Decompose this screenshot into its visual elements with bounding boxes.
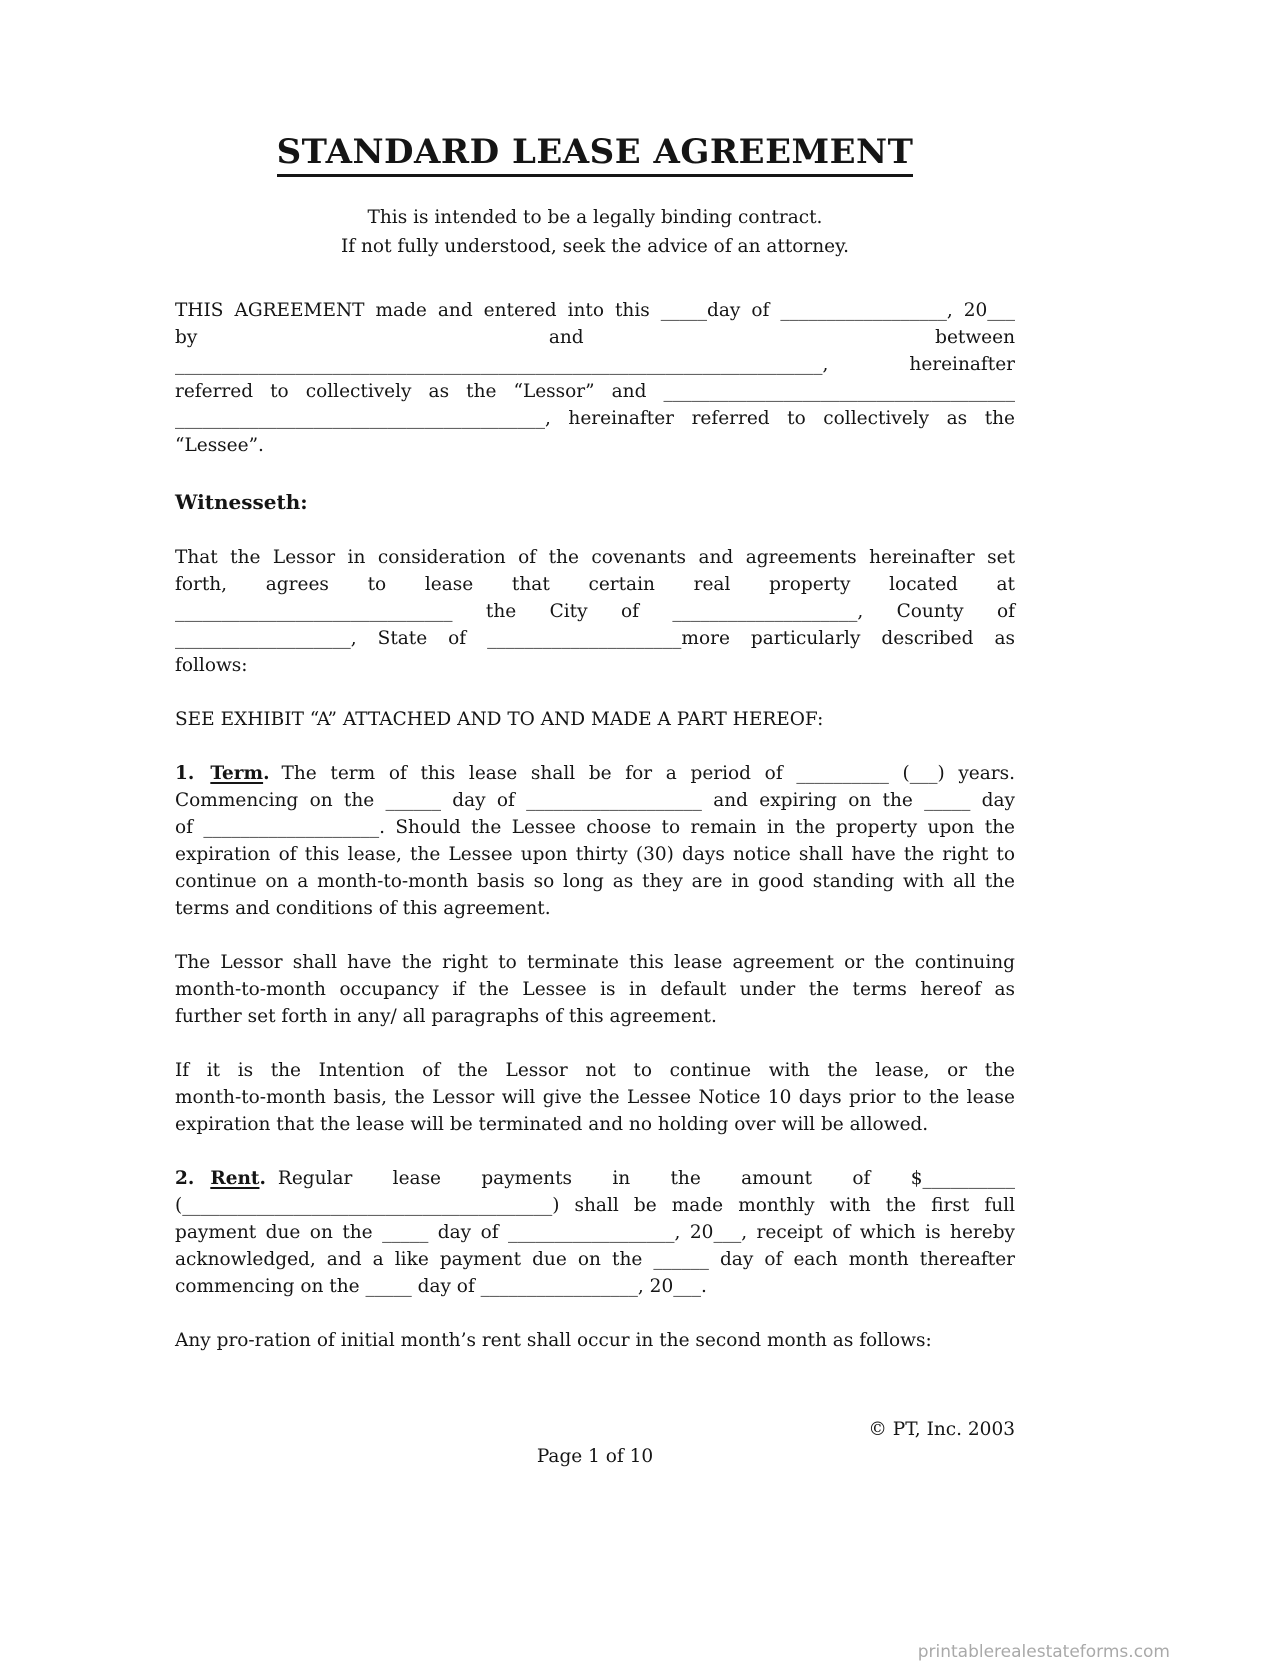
section-number: 1. xyxy=(175,763,195,784)
paragraph-line: month-to-month basis, the Lessor will give the Lessee Notice 10 days prior to the lease xyxy=(175,1087,1015,1108)
document-content xyxy=(175,132,1015,1381)
intention-paragraph xyxy=(175,1057,1015,1138)
paragraph-line: (________________________________________) shall be made monthly with the first full xyxy=(175,1195,1015,1216)
section-label: Term xyxy=(210,763,264,784)
paragraph-line: of ___________________. Should the Lessee choose to remain in the property upon the xyxy=(175,817,1015,838)
paragraph-line: ______________________________________________________________________, hereinafter xyxy=(175,354,1015,375)
proration-line: Any pro-ration of initial month’s rent shall occur in the second month as follows: xyxy=(175,1330,932,1351)
subtitle-line: If not fully understood, seek the advice of an attorney. xyxy=(340,236,849,257)
page-number: Page 1 of 10 xyxy=(536,1446,654,1467)
section-label-period: . xyxy=(259,1168,266,1189)
paragraph-line: by and between xyxy=(175,327,1015,348)
paragraph-line: THIS AGREEMENT made and entered into this _____day of __________________, 20___ xyxy=(175,300,1015,321)
document-title: STANDARD LEASE AGREEMENT xyxy=(277,132,914,177)
section-rent xyxy=(175,1165,1015,1300)
paragraph-line: “Lessee”. xyxy=(175,435,264,456)
paragraph-line: commencing on the _____ day of _________________, 20___. xyxy=(175,1276,707,1297)
paragraph-line: further set forth in any/ all paragraphs of this agreement. xyxy=(175,1006,717,1027)
paragraph-line: Commencing on the ______ day of ___________________ and expiring on the _____ day xyxy=(175,790,1015,811)
paragraph-line: referred to collectively as the “Lessor” and ______________________________________ xyxy=(175,381,1015,402)
paragraph-line: terms and conditions of this agreement. xyxy=(175,898,551,919)
paragraph-line: The Lessor shall have the right to terminate this lease agreement or the continuing xyxy=(175,952,1015,973)
section-label: Rent xyxy=(210,1168,260,1189)
paragraph-line: ______________________________ the City of ____________________, County of xyxy=(175,601,1015,622)
subtitle-line: This is intended to be a legally binding contract. xyxy=(367,207,823,228)
exhibit-line: SEE EXHIBIT “A” ATTACHED AND TO AND MADE A PART HEREOF: xyxy=(175,709,824,730)
section-label-period: . xyxy=(263,763,270,784)
paragraph-line: expiration that the lease will be terminated and no holding over will be allowed. xyxy=(175,1114,929,1135)
paragraph-line: acknowledged, and a like payment due on the ______ day of each month thereafter xyxy=(175,1249,1015,1270)
section-term-lines xyxy=(175,787,1015,922)
paragraph-line: That the Lessor in consideration of the covenants and agreements hereinafter set xyxy=(175,547,1015,568)
section-term xyxy=(175,760,1015,922)
paragraph-line: forth, agrees to lease that certain real property located at xyxy=(175,574,1015,595)
section-rent-first-line xyxy=(175,1165,1015,1192)
witnesseth-heading: Witnesseth: xyxy=(175,490,308,514)
paragraph-line: If it is the Intention of the Lessor not to continue with the lease, or the xyxy=(175,1060,1015,1081)
paragraph-line: continue on a month-to-month basis so long as they are in good standing with all the xyxy=(175,871,1015,892)
section-first-line-text: Regular lease payments in the amount of $__________ xyxy=(277,1168,1015,1189)
termination-paragraph xyxy=(175,949,1015,1030)
title-block xyxy=(175,132,1015,177)
watermark-text: printablerealestateforms.com xyxy=(917,1642,1170,1662)
paragraph-line: payment due on the _____ day of __________________, 20___, receipt of which is hereby xyxy=(175,1222,1015,1243)
property-description-paragraph xyxy=(175,544,1015,679)
copyright-notice: © PT, Inc. 2003 xyxy=(868,1419,1015,1440)
paragraph-line: expiration of this lease, the Lessee upon thirty (30) days notice shall have the right to xyxy=(175,844,1015,865)
paragraph-line: ________________________________________, hereinafter referred to collectively as the xyxy=(175,408,1015,429)
section-term-first-line xyxy=(175,760,1015,787)
section-number: 2. xyxy=(175,1168,195,1189)
section-first-line-text: The term of this lease shall be for a period of __________ (___) years. xyxy=(281,763,1015,784)
paragraph-line: follows: xyxy=(175,655,248,676)
subtitle-block xyxy=(175,203,1015,261)
opening-paragraph xyxy=(175,297,1015,459)
section-rent-lines xyxy=(175,1192,1015,1300)
paragraph-line: ___________________, State of _____________________more particularly described as xyxy=(175,628,1015,649)
paragraph-line: month-to-month occupancy if the Lessee is in default under the terms hereof as xyxy=(175,979,1015,1000)
